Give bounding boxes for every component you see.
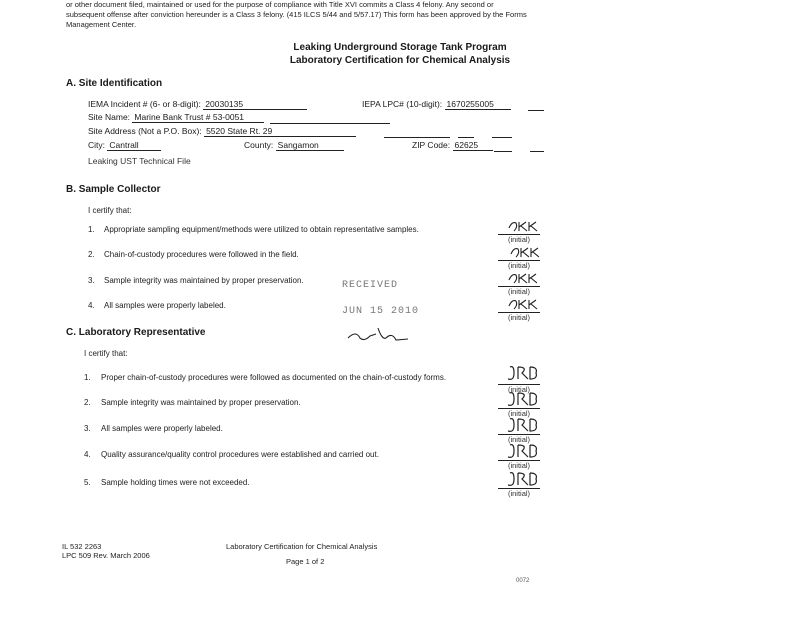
collector-item-2-num: 2. bbox=[88, 250, 95, 259]
underline-blank bbox=[494, 151, 512, 152]
section-c-certify: I certify that: bbox=[84, 349, 128, 358]
iema-incident-value: 20030135 bbox=[203, 99, 307, 110]
underline-blank bbox=[528, 110, 544, 111]
initial-caption: (initial) bbox=[507, 313, 531, 322]
lab-item-1-num: 1. bbox=[84, 373, 91, 382]
zip-label: ZIP Code: bbox=[412, 140, 451, 150]
zip-value: 62625 bbox=[453, 140, 493, 151]
site-address-field bbox=[88, 126, 356, 137]
header-notice-line-3: Management Center. bbox=[66, 20, 137, 29]
city-label: City: bbox=[88, 140, 105, 150]
county-value: Sangamon bbox=[276, 140, 344, 151]
lab-representative-signature bbox=[346, 326, 410, 351]
underline-blank bbox=[270, 123, 390, 124]
initial-caption: (initial) bbox=[507, 261, 531, 270]
initial-caption: (initial) bbox=[507, 235, 531, 244]
site-name-field bbox=[88, 112, 264, 123]
collector-item-1-num: 1. bbox=[88, 225, 95, 234]
underline-blank bbox=[384, 137, 450, 138]
iepa-lpc-label: IEPA LPC# (10-digit): bbox=[362, 99, 443, 109]
lab-item-3-num: 3. bbox=[84, 424, 91, 433]
collector-item-4-num: 4. bbox=[88, 301, 95, 310]
section-c-heading: C. Laboratory Representative bbox=[66, 327, 206, 338]
footer-revision: LPC 509 Rev. March 2006 bbox=[62, 551, 150, 560]
initial-caption: (initial) bbox=[507, 385, 531, 394]
received-stamp-line-2: JUN 15 2010 bbox=[342, 306, 420, 317]
received-stamp-line-1: RECEIVED bbox=[342, 280, 399, 291]
county-label: County: bbox=[244, 140, 274, 150]
footer-form-number: IL 532 2263 bbox=[62, 542, 102, 551]
lab-item-5-num: 5. bbox=[84, 478, 91, 487]
technical-file-label: Leaking UST Technical File bbox=[88, 156, 191, 166]
lab-item-1-text: Proper chain-of-custody procedures were followed as documented on the chain-of-custody forms. bbox=[101, 373, 447, 382]
lab-item-2-num: 2. bbox=[84, 398, 91, 407]
iema-incident-label: IEMA Incident # (6- or 8-digit): bbox=[88, 99, 201, 109]
document-title: Leaking Underground Storage Tank Program bbox=[293, 42, 507, 53]
site-address-value: 5520 State Rt. 29 bbox=[204, 126, 356, 137]
document-subtitle: Laboratory Certification for Chemical Analysis bbox=[289, 55, 511, 66]
section-b-heading: B. Sample Collector bbox=[66, 184, 161, 195]
initial-caption: (initial) bbox=[507, 287, 531, 296]
city-value: Cantrall bbox=[107, 140, 161, 151]
section-a-heading: A. Site Identification bbox=[66, 78, 163, 89]
lab-item-2-text: Sample integrity was maintained by proper preservation. bbox=[101, 398, 301, 407]
site-address-label: Site Address (Not a P.O. Box): bbox=[88, 126, 202, 136]
collector-item-3-text: Sample integrity was maintained by proper preservation. bbox=[104, 276, 304, 285]
zip-field bbox=[412, 140, 493, 151]
section-b-certify: I certify that: bbox=[88, 206, 132, 215]
initial-caption: (initial) bbox=[507, 489, 531, 498]
corner-mark: 0072 bbox=[516, 578, 530, 584]
lab-item-5-text: Sample holding times were not exceeded. bbox=[101, 478, 250, 487]
initial-caption: (initial) bbox=[507, 409, 531, 418]
iema-incident-field bbox=[88, 99, 307, 110]
iepa-lpc-field bbox=[362, 99, 511, 110]
iepa-lpc-value: 1670255005 bbox=[445, 99, 511, 110]
underline-blank bbox=[530, 151, 544, 152]
underline-blank bbox=[458, 137, 474, 138]
lab-item-3-text: All samples were properly labeled. bbox=[101, 424, 223, 433]
header-notice-line-1: or other document filed, maintained or used for the purpose of compliance with Title XVI commits a Class 4 felony. Any second or bbox=[66, 0, 494, 9]
county-field bbox=[244, 140, 344, 151]
site-name-value: Marine Bank Trust # 53-0051 bbox=[132, 112, 264, 123]
underline-blank bbox=[492, 137, 512, 138]
footer-title: Laboratory Certification for Chemical Analysis bbox=[226, 542, 378, 551]
initial-caption: (initial) bbox=[507, 435, 531, 444]
site-name-label: Site Name: bbox=[88, 112, 131, 122]
header-notice-line-2: subsequent offense after conviction hereunder is a Class 3 felony. (415 ILCS 5/44 and 5/57.17) This form has been approved by the Forms bbox=[66, 10, 527, 19]
collector-item-1-text: Appropriate sampling equipment/methods were utilized to obtain representative samples. bbox=[104, 225, 419, 234]
initial-caption: (initial) bbox=[507, 461, 531, 470]
footer-page-number: Page 1 of 2 bbox=[286, 557, 325, 566]
lab-item-4-text: Quality assurance/quality control procedures were established and carried out. bbox=[101, 450, 379, 459]
city-field bbox=[88, 140, 161, 151]
collector-item-3-num: 3. bbox=[88, 276, 95, 285]
collector-item-4-text: All samples were properly labeled. bbox=[104, 301, 226, 310]
collector-item-2-text: Chain-of-custody procedures were followed in the field. bbox=[104, 250, 299, 259]
lab-item-4-num: 4. bbox=[84, 450, 91, 459]
